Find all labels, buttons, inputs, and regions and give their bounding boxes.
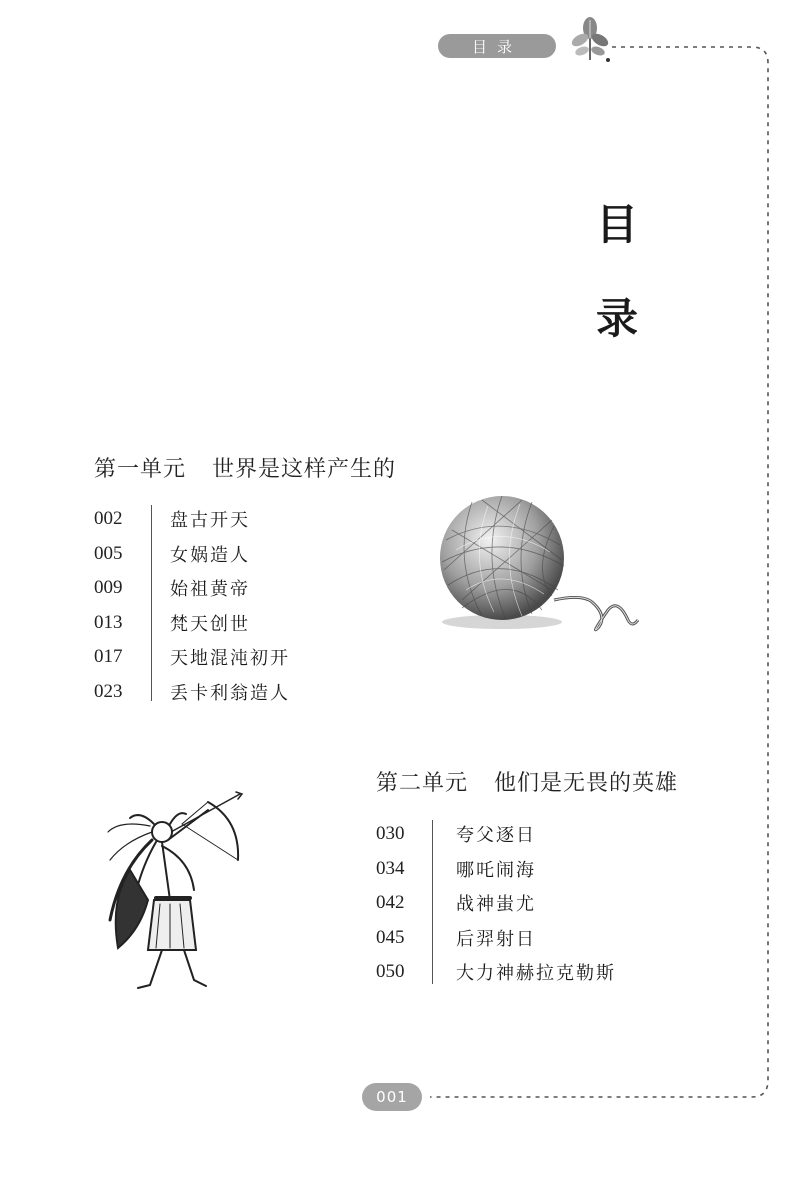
toc-page-number: 034 <box>376 857 405 879</box>
toc-title: 天地混沌初开 <box>170 648 290 670</box>
archer-illustration <box>90 780 260 995</box>
page-number-badge: 001 <box>362 1083 422 1111</box>
toc-entry[interactable] <box>94 675 414 710</box>
toc-entry[interactable] <box>94 640 414 675</box>
page-title-char-1: 目 <box>595 200 638 249</box>
toc-page-number: 002 <box>94 508 123 530</box>
unit-1-heading <box>94 452 396 483</box>
toc-entry[interactable] <box>376 817 696 852</box>
toc-entry[interactable] <box>376 886 696 921</box>
toc-page-number: 017 <box>94 646 123 668</box>
yarn-ball-illustration <box>432 490 642 640</box>
toc-entry[interactable] <box>94 571 414 606</box>
toc-page-number: 013 <box>94 611 123 633</box>
toc-entry[interactable] <box>376 921 696 956</box>
page-title <box>592 178 642 366</box>
toc-page-number: 009 <box>94 577 123 599</box>
toc-title: 始祖黄帝 <box>170 579 250 601</box>
toc-page-number: 050 <box>376 961 405 983</box>
unit-2-heading <box>376 766 678 797</box>
toc-page-number: 045 <box>376 926 405 948</box>
toc-title: 盘古开天 <box>170 510 250 532</box>
unit-1-toc <box>94 502 414 709</box>
toc-title: 夸父逐日 <box>456 825 536 847</box>
toc-entry[interactable] <box>94 502 414 537</box>
toc-title: 战神蚩尤 <box>456 894 536 916</box>
leaf-icon <box>570 14 610 64</box>
toc-title: 后羿射日 <box>456 928 536 950</box>
toc-entry[interactable] <box>94 537 414 572</box>
toc-title: 哪吒闹海 <box>456 859 536 881</box>
toc-entry[interactable] <box>376 852 696 887</box>
toc-page-number: 023 <box>94 680 123 702</box>
toc-title: 梵天创世 <box>170 613 250 635</box>
toc-page-number: 005 <box>94 542 123 564</box>
toc-title: 大力神赫拉克勒斯 <box>456 963 616 985</box>
toc-page-number: 030 <box>376 823 405 845</box>
unit-1-theme: 世界是这样产生的 <box>212 457 397 482</box>
header-tab: 目录 <box>438 34 556 58</box>
unit-2-toc <box>376 817 696 990</box>
unit-2-theme: 他们是无畏的英雄 <box>494 771 679 796</box>
toc-title: 女娲造人 <box>170 544 250 566</box>
toc-entry[interactable] <box>376 955 696 990</box>
page-title-char-2: 录 <box>595 294 638 343</box>
unit-2-label: 第二单元 <box>376 771 469 796</box>
toc-entry[interactable] <box>94 606 414 641</box>
unit-1-label: 第一单元 <box>94 457 187 482</box>
toc-title: 丢卡利翁造人 <box>170 682 290 704</box>
toc-page-number: 042 <box>376 892 405 914</box>
